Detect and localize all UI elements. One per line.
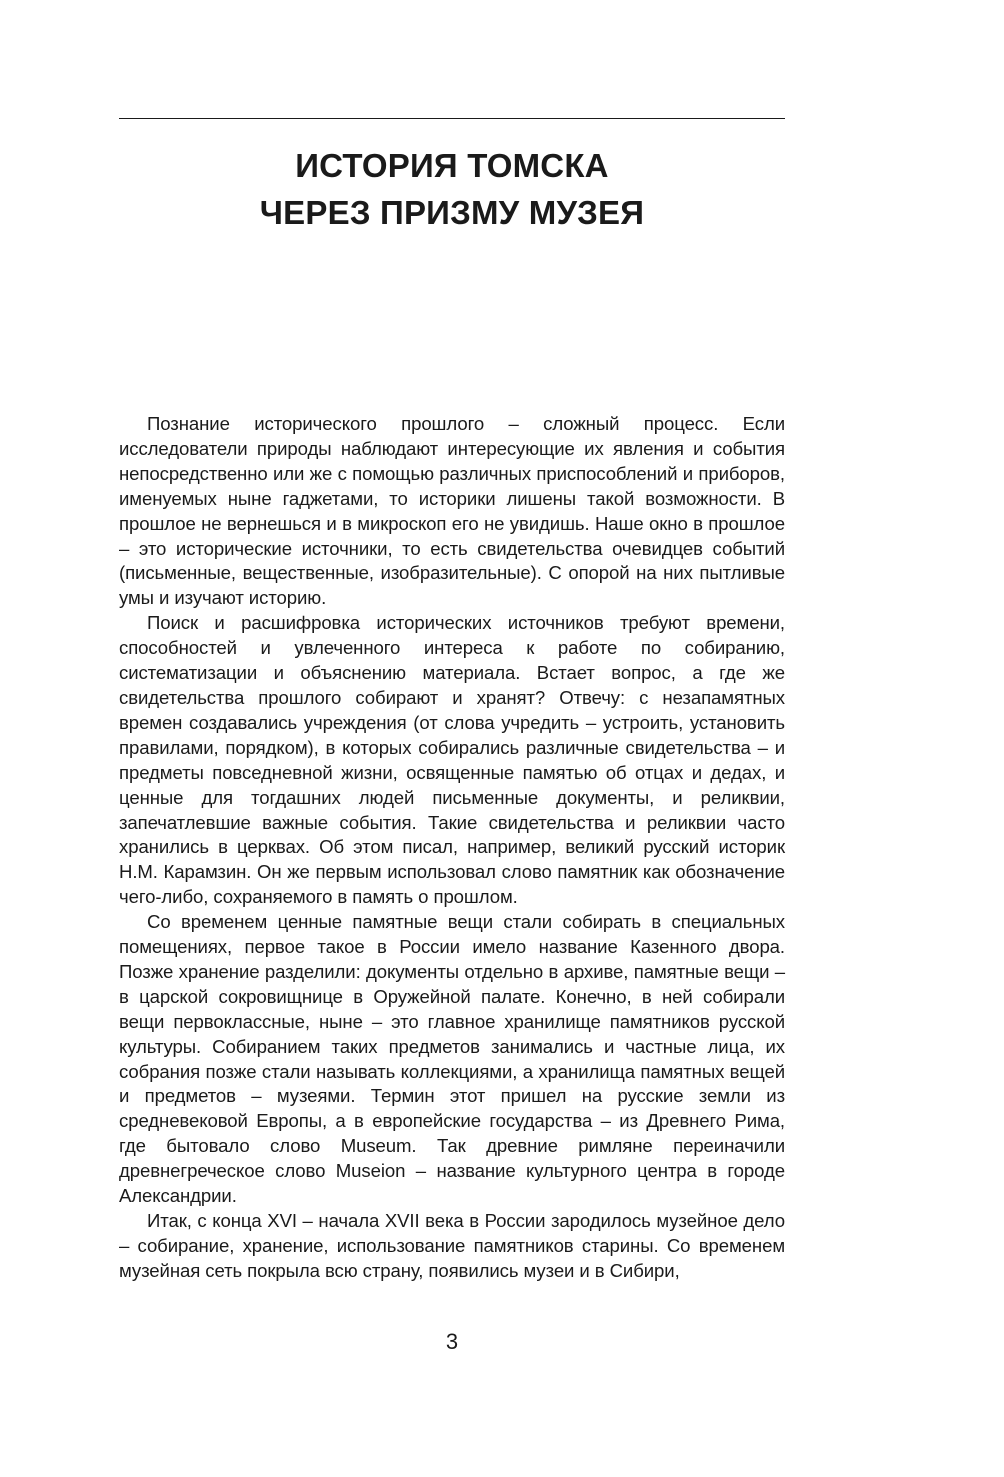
top-rule [119,118,785,119]
paragraph: Со временем ценные памятные вещи стали собирать в специальных помещениях, первое такое в России имело название Казенного двора. Позже хранение разделили: документы отдельно в архиве, памятные вещи – в царской сокровищнице в Оружейной палате. Конечно, в ней собирали вещи первоклассные, ныне – это главное хранилище памятников русской культуры. Собиранием таких предметов занимались и частные лица, их собрания позже стали называть коллекциями, а хранилища памятных вещей и предметов – музеями. Термин этот пришел на русские земли из средневековой Европы, а в европейские государства – из Древнего Рима, где бытовало слово Museum. Так древние римляне переиначили древнегреческое слово Museion – название культурного центра в городе Александрии. [119,911,785,1207]
chapter-title-line-1: ИСТОРИЯ ТОМСКА [295,147,609,184]
chapter-title [119,142,785,236]
chapter-title-line-2: ЧЕРЕЗ ПРИЗМУ МУЗЕЯ [259,194,645,231]
page-number: 3 [445,1329,459,1354]
paragraph: Познание исторического прошлого – сложный процесс. Если исследователи природы наблюдают интересующие их явления и события непосредственно или же с помощью различных приспособлений и приборов, именуемых ныне гаджетами, то историки лишены такой возможности. В прошлое не вернешься и в микроскоп его не увидишь. Наше окно в прошлое – это исторические источники, то есть свидетельства очевидцев событий (письменные, вещественные, изобразительные). С опорой на них пытливые умы и изучают историю. [119,413,785,609]
paragraph: Поиск и расшифровка исторических источников требуют времени, способностей и увлеченного интереса к работе по собиранию, систематизации и объяснению материала. Встает вопрос, а где же свидетельства прошлого собирают и хранят? Отвечу: с незапамятных времен создавались учреждения (от слова учредить – устроить, установить правилами, порядком), в которых собирались различные свидетельства – и предметы повседневной жизни, освященные памятью об отцах и дедах, и ценные для тогдашних людей письменные документы, и реликвии, запечатлевшие важные события. Такие свидетельства и реликвии часто хранились в церквах. Об этом писал, например, великий русский историк Н.М. Карамзин. Он же первым использовал слово памятник как обозначение чего-либо, сохраняемого в память о прошлом. [119,612,785,908]
paragraph: Итак, с конца XVI – начала XVII века в России зародилось музейное дело – собирание, хранение, использование памятников старины. Со временем музейная сеть покрыла всю страну, появились музеи и в Сибири, [119,1210,785,1281]
body-text [119,412,785,1284]
